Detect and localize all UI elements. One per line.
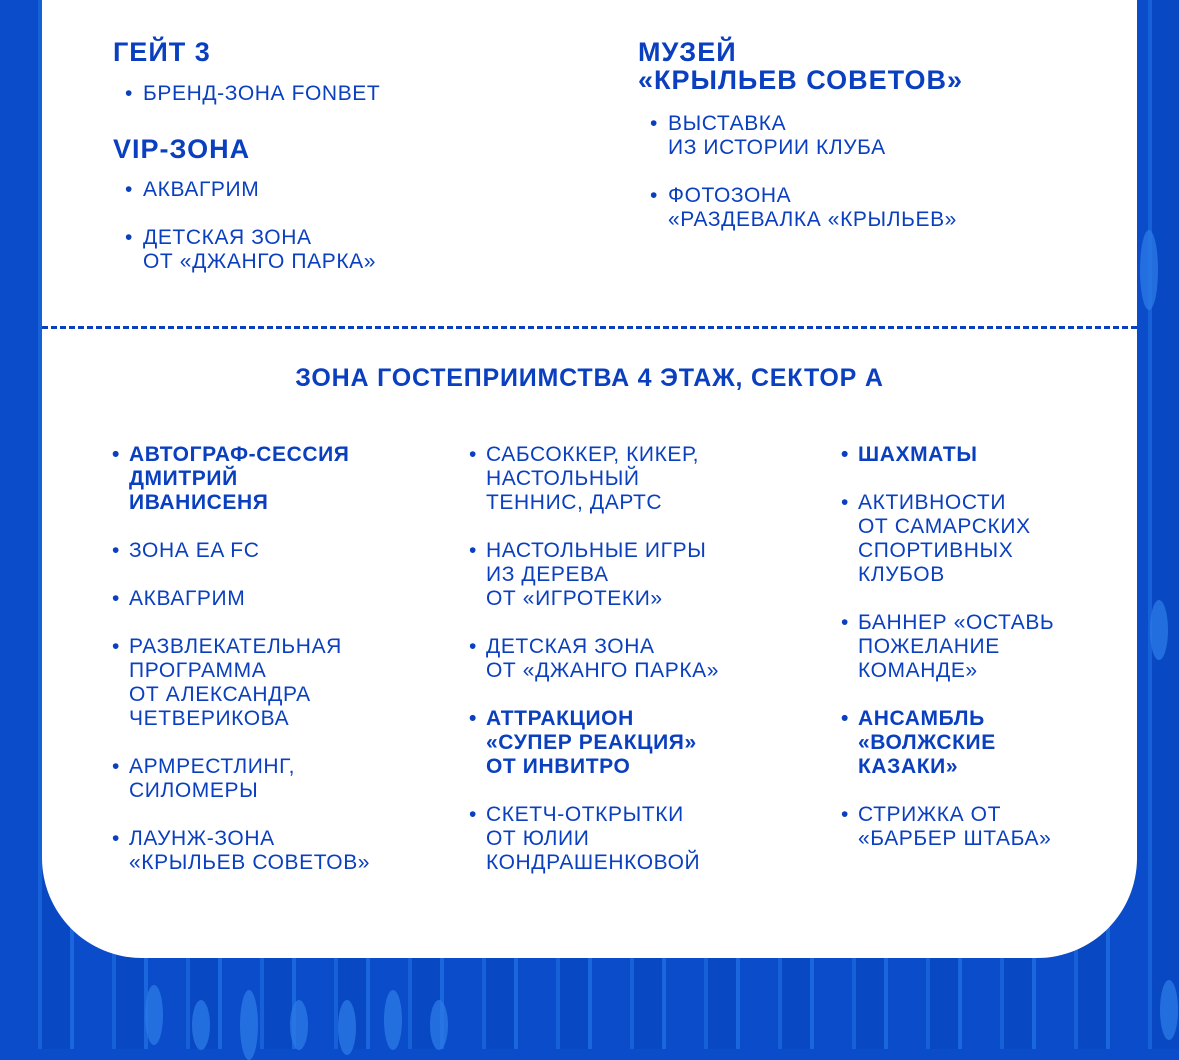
background-blob <box>290 1000 308 1050</box>
list-item: • ЛАУНЖ-ЗОНА «КРЫЛЬЕВ СОВЕТОВ» <box>112 827 371 874</box>
bullet-icon: • <box>650 112 658 135</box>
bullet-icon: • <box>469 803 477 826</box>
bullet-icon: • <box>650 184 658 207</box>
background-blob <box>384 990 402 1050</box>
heading-museum: МУЗЕЙ «КРЫЛЬЕВ СОВЕТОВ» <box>638 37 963 95</box>
list-item: • ШАХМАТЫ <box>841 443 978 466</box>
bullet-icon: • <box>841 611 849 634</box>
bullet-icon: • <box>841 491 849 514</box>
list-item: • ДЕТСКАЯ ЗОНА ОТ «ДЖАНГО ПАРКА» <box>469 635 720 682</box>
background-blob <box>1160 980 1178 1040</box>
heading-gate-3: ГЕЙТ 3 <box>113 37 211 67</box>
list-item: • САБСОККЕР, КИКЕР, НАСТОЛЬНЫЙ ТЕННИС, ДАРТС <box>469 443 700 514</box>
list-item: • ВЫСТАВКА ИЗ ИСТОРИИ КЛУБА <box>650 112 886 159</box>
bullet-icon: • <box>469 539 477 562</box>
background-blob <box>192 1000 210 1050</box>
background-blob <box>145 985 163 1045</box>
bullet-icon: • <box>841 443 849 466</box>
background-blob <box>1150 600 1168 660</box>
list-item: • АНСАМБЛЬ «ВОЛЖСКИЕ КАЗАКИ» <box>841 707 996 778</box>
background-blob <box>240 990 258 1060</box>
list-item: • АКВАГРИМ <box>125 178 260 201</box>
hospitality-column-3 <box>841 443 1054 875</box>
background-blob <box>430 1000 448 1050</box>
list-item: • СКЕТЧ-ОТКРЫТКИ ОТ ЮЛИИ КОНДРАШЕНКОВОЙ <box>469 803 701 874</box>
bullet-icon: • <box>469 443 477 466</box>
list-item: • ФОТОЗОНА «РАЗДЕВАЛКА «КРЫЛЬЕВ» <box>650 184 957 231</box>
gate-3-list <box>125 82 380 130</box>
bullet-icon: • <box>112 443 120 466</box>
list-item: • АВТОГРАФ-СЕССИЯ ДМИТРИЙ ИВАНИСЕНЯ <box>112 443 350 514</box>
bullet-icon: • <box>841 707 849 730</box>
list-item: • АТТРАКЦИОН «СУПЕР РЕАКЦИЯ» ОТ ИНВИТРО <box>469 707 697 778</box>
bullet-icon: • <box>112 635 120 658</box>
bullet-icon: • <box>125 82 133 105</box>
bullet-icon: • <box>112 539 120 562</box>
list-item: • АКВАГРИМ <box>112 587 246 610</box>
list-item: • АКТИВНОСТИ ОТ САМАРСКИХ СПОРТИВНЫХ КЛУБОВ <box>841 491 1031 586</box>
list-item: • БРЕНД-ЗОНА FONBET <box>125 82 381 105</box>
bullet-icon: • <box>112 755 120 778</box>
hospitality-column-2 <box>469 443 719 899</box>
bullet-icon: • <box>112 827 120 850</box>
bullet-icon: • <box>841 803 849 826</box>
list-item: • ДЕТСКАЯ ЗОНА ОТ «ДЖАНГО ПАРКА» <box>125 226 377 273</box>
vip-zone-list <box>125 178 376 298</box>
bullet-icon: • <box>125 226 133 249</box>
list-item: • РАЗВЛЕКАТЕЛЬНАЯ ПРОГРАММА ОТ АЛЕКСАНДРА ЧЕТВЕРИКОВА <box>112 635 342 730</box>
background-blob <box>338 1000 356 1055</box>
list-item: • СТРИЖКА ОТ «БАРБЕР ШТАБА» <box>841 803 1052 850</box>
bullet-icon: • <box>125 178 133 201</box>
section-title: ЗОНА ГОСТЕПРИИМСТВА 4 ЭТАЖ, СЕКТОР А <box>295 364 884 392</box>
list-item: • БАННЕР «ОСТАВЬ ПОЖЕЛАНИЕ КОМАНДЕ» <box>841 611 1055 682</box>
list-item: • ЗОНА EA FC <box>112 539 260 562</box>
bullet-icon: • <box>469 635 477 658</box>
hospitality-column-1 <box>112 443 370 899</box>
bullet-icon: • <box>112 587 120 610</box>
list-item: • НАСТОЛЬНЫЕ ИГРЫ ИЗ ДЕРЕВА ОТ «ИГРОТЕКИ» <box>469 539 707 610</box>
heading-vip-zone: VIP-ЗОНА <box>113 134 251 164</box>
list-item: • АРМРЕСТЛИНГ, СИЛОМЕРЫ <box>112 755 296 802</box>
museum-list <box>650 112 957 256</box>
dashed-divider <box>42 326 1137 329</box>
bullet-icon: • <box>469 707 477 730</box>
background-blob <box>1140 230 1158 310</box>
